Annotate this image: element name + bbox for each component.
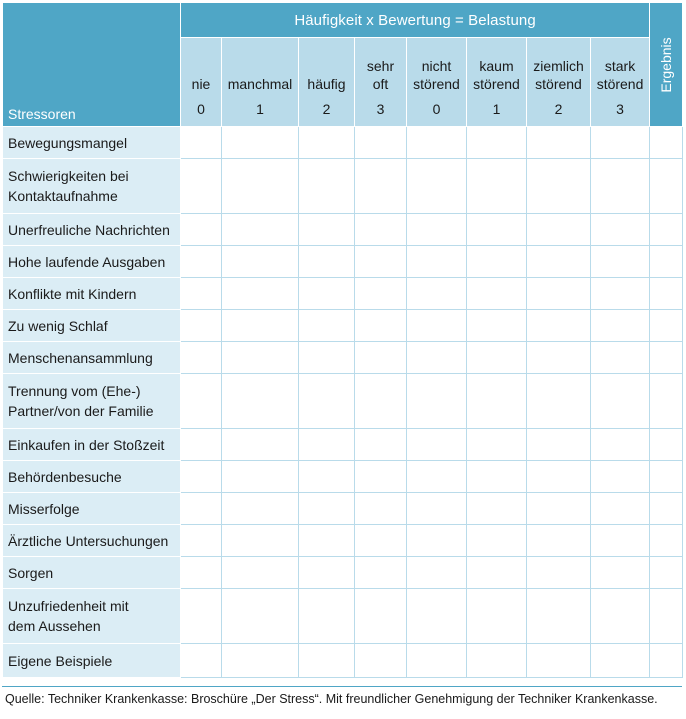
score-cell[interactable] xyxy=(299,310,355,342)
score-cell[interactable] xyxy=(222,493,299,525)
score-cell[interactable] xyxy=(527,342,591,374)
score-cell[interactable] xyxy=(527,127,591,159)
table-title: Häufigkeit x Bewertung = Belastung xyxy=(181,3,650,38)
column-header-line1: sehr xyxy=(366,58,395,74)
stressor-name-line1: Sorgen xyxy=(8,564,54,581)
result-header-label: Ergebnis xyxy=(658,36,675,93)
stressor-name-line1: Unerfreuliche Nachrichten xyxy=(8,221,170,238)
column-header-line2: häufig xyxy=(307,76,346,92)
score-cell[interactable] xyxy=(222,589,299,644)
column-header xyxy=(527,38,591,127)
score-cell[interactable] xyxy=(591,589,650,644)
table-row xyxy=(3,214,683,246)
score-cell[interactable] xyxy=(467,214,527,246)
score-cell[interactable] xyxy=(222,214,299,246)
score-cell[interactable] xyxy=(527,310,591,342)
score-cell[interactable] xyxy=(527,644,591,678)
score-cell[interactable] xyxy=(407,525,467,557)
score-cell[interactable] xyxy=(407,159,467,214)
column-score: 1 xyxy=(256,101,264,117)
table-row xyxy=(3,246,683,278)
score-cell[interactable] xyxy=(527,246,591,278)
score-cell[interactable] xyxy=(355,246,407,278)
stressor-name xyxy=(3,557,181,589)
score-cell[interactable] xyxy=(591,429,650,461)
result-cell[interactable] xyxy=(650,557,683,589)
result-cell[interactable] xyxy=(650,246,683,278)
score-cell[interactable] xyxy=(181,429,222,461)
score-cell[interactable] xyxy=(299,374,355,429)
score-cell[interactable] xyxy=(181,493,222,525)
score-cell[interactable] xyxy=(527,525,591,557)
table-row xyxy=(3,644,683,678)
score-cell[interactable] xyxy=(527,429,591,461)
score-cell[interactable] xyxy=(181,310,222,342)
score-cell[interactable] xyxy=(299,127,355,159)
score-cell[interactable] xyxy=(591,374,650,429)
score-cell[interactable] xyxy=(355,525,407,557)
score-cell[interactable] xyxy=(299,461,355,493)
score-cell[interactable] xyxy=(527,461,591,493)
score-cell[interactable] xyxy=(299,278,355,310)
column-score: 0 xyxy=(432,101,441,117)
score-cell[interactable] xyxy=(591,246,650,278)
score-cell[interactable] xyxy=(181,127,222,159)
score-cell[interactable] xyxy=(467,246,527,278)
score-cell[interactable] xyxy=(181,246,222,278)
score-cell[interactable] xyxy=(407,493,467,525)
table-row xyxy=(3,310,683,342)
score-cell[interactable] xyxy=(467,278,527,310)
result-cell[interactable] xyxy=(650,310,683,342)
score-cell[interactable] xyxy=(181,278,222,310)
column-header-line1: nicht xyxy=(421,58,452,74)
score-cell[interactable] xyxy=(222,374,299,429)
score-cell[interactable] xyxy=(467,493,527,525)
score-cell[interactable] xyxy=(355,429,407,461)
stressor-name-line1: Trennung vom (Ehe-) xyxy=(8,383,141,399)
table-bottom-rule xyxy=(2,686,682,687)
score-cell[interactable] xyxy=(181,159,222,214)
table-row xyxy=(3,429,683,461)
result-cell[interactable] xyxy=(650,493,683,525)
stressor-name-line1: Eigene Beispiele xyxy=(8,652,113,669)
score-cell[interactable] xyxy=(181,342,222,374)
score-cell[interactable] xyxy=(222,342,299,374)
column-header-line2: störend xyxy=(535,76,582,92)
score-cell[interactable] xyxy=(181,589,222,644)
column-header xyxy=(222,38,299,127)
stressor-name xyxy=(3,589,181,644)
score-cell[interactable] xyxy=(299,159,355,214)
column-score: 0 xyxy=(197,101,205,117)
score-cell[interactable] xyxy=(407,429,467,461)
score-cell[interactable] xyxy=(222,525,299,557)
score-cell[interactable] xyxy=(355,342,407,374)
score-cell[interactable] xyxy=(181,214,222,246)
score-cell[interactable] xyxy=(527,159,591,214)
stressor-name-line1: Schwierigkeiten bei xyxy=(8,168,129,184)
score-cell[interactable] xyxy=(407,342,467,374)
stressor-name-line1: Misserfolge xyxy=(8,500,80,517)
score-cell[interactable] xyxy=(591,525,650,557)
result-cell[interactable] xyxy=(650,342,683,374)
score-cell[interactable] xyxy=(467,644,527,678)
result-cell[interactable] xyxy=(650,159,683,214)
score-cell[interactable] xyxy=(467,429,527,461)
result-cell[interactable] xyxy=(650,644,683,678)
score-cell[interactable] xyxy=(181,461,222,493)
result-cell[interactable] xyxy=(650,374,683,429)
score-cell[interactable] xyxy=(407,644,467,678)
score-cell[interactable] xyxy=(467,461,527,493)
result-cell[interactable] xyxy=(650,429,683,461)
score-cell[interactable] xyxy=(407,557,467,589)
score-cell[interactable] xyxy=(407,589,467,644)
score-cell[interactable] xyxy=(299,342,355,374)
stressor-name-line1: Zu wenig Schlaf xyxy=(8,317,108,334)
table-row xyxy=(3,159,683,214)
stressor-name-line1: Hohe laufende Ausgaben xyxy=(8,253,166,270)
stressor-name xyxy=(3,374,181,429)
score-cell[interactable] xyxy=(355,310,407,342)
score-cell[interactable] xyxy=(591,342,650,374)
stressor-name xyxy=(3,214,181,246)
column-header-line2: oft xyxy=(372,76,389,92)
score-cell[interactable] xyxy=(527,374,591,429)
table-row xyxy=(3,493,683,525)
score-cell[interactable] xyxy=(591,214,650,246)
score-cell[interactable] xyxy=(299,493,355,525)
score-cell[interactable] xyxy=(299,214,355,246)
score-cell[interactable] xyxy=(407,214,467,246)
column-header-line2: störend xyxy=(473,76,520,92)
score-cell[interactable] xyxy=(222,278,299,310)
result-cell[interactable] xyxy=(650,278,683,310)
score-cell[interactable] xyxy=(407,278,467,310)
table-row xyxy=(3,461,683,493)
column-header-line2: störend xyxy=(413,76,460,92)
stressor-name xyxy=(3,159,181,214)
stressor-name xyxy=(3,429,181,461)
score-cell[interactable] xyxy=(355,589,407,644)
result-cell[interactable] xyxy=(650,589,683,644)
stress-table xyxy=(2,2,683,678)
score-cell[interactable] xyxy=(467,310,527,342)
score-cell[interactable] xyxy=(222,557,299,589)
stressor-name-line1: Unzufriedenheit mit xyxy=(8,598,129,614)
score-cell[interactable] xyxy=(222,429,299,461)
stressor-name xyxy=(3,342,181,374)
score-cell[interactable] xyxy=(591,278,650,310)
score-cell[interactable] xyxy=(355,461,407,493)
score-cell[interactable] xyxy=(591,644,650,678)
score-cell[interactable] xyxy=(527,557,591,589)
stressor-name-line2: dem Aussehen xyxy=(8,618,101,634)
stressor-name-line1: Ärztliche Untersuchungen xyxy=(8,532,169,549)
stressor-name-line1: Menschenansammlung xyxy=(8,349,153,366)
column-score: 2 xyxy=(322,101,331,117)
score-cell[interactable] xyxy=(407,461,467,493)
score-cell[interactable] xyxy=(591,310,650,342)
stressor-name-line1: Einkaufen in der Stoßzeit xyxy=(8,436,165,453)
score-cell[interactable] xyxy=(355,557,407,589)
score-cell[interactable] xyxy=(407,127,467,159)
result-cell[interactable] xyxy=(650,461,683,493)
score-cell[interactable] xyxy=(222,461,299,493)
score-cell[interactable] xyxy=(407,310,467,342)
score-cell[interactable] xyxy=(407,374,467,429)
column-header-line1: ziemlich xyxy=(533,58,584,74)
stressor-name xyxy=(3,644,181,678)
column-header-line1: stark xyxy=(604,58,636,74)
stressor-name-line1: Bewegungsmangel xyxy=(8,134,128,151)
score-cell[interactable] xyxy=(467,159,527,214)
column-score: 3 xyxy=(616,101,624,117)
score-cell[interactable] xyxy=(591,159,650,214)
result-column-header xyxy=(650,3,683,127)
score-cell[interactable] xyxy=(467,525,527,557)
score-cell[interactable] xyxy=(527,278,591,310)
score-cell[interactable] xyxy=(222,159,299,214)
column-header-line1: kaum xyxy=(479,58,514,74)
column-header xyxy=(181,38,222,127)
stressor-name xyxy=(3,310,181,342)
column-header xyxy=(467,38,527,127)
score-cell[interactable] xyxy=(222,310,299,342)
stressor-name xyxy=(3,525,181,557)
score-cell[interactable] xyxy=(591,557,650,589)
column-header xyxy=(591,38,650,127)
column-header-line2: manchmal xyxy=(227,76,293,92)
score-cell[interactable] xyxy=(299,557,355,589)
score-cell[interactable] xyxy=(355,493,407,525)
score-cell[interactable] xyxy=(355,374,407,429)
score-cell[interactable] xyxy=(181,644,222,678)
table-row xyxy=(3,374,683,429)
score-cell[interactable] xyxy=(467,589,527,644)
stressor-name-line1: Konflikte mit Kindern xyxy=(8,285,137,302)
score-cell[interactable] xyxy=(527,214,591,246)
table-row xyxy=(3,342,683,374)
score-cell[interactable] xyxy=(407,246,467,278)
score-cell[interactable] xyxy=(222,127,299,159)
score-cell[interactable] xyxy=(222,246,299,278)
stressor-column-header: Stressoren xyxy=(3,3,181,127)
score-cell[interactable] xyxy=(222,644,299,678)
stressor-name-line2: Kontaktaufnahme xyxy=(8,188,118,204)
score-cell[interactable] xyxy=(355,644,407,678)
result-cell[interactable] xyxy=(650,214,683,246)
column-header xyxy=(407,38,467,127)
column-score: 1 xyxy=(492,101,501,117)
column-score: 3 xyxy=(376,101,385,117)
stressor-name xyxy=(3,278,181,310)
table-row xyxy=(3,589,683,644)
score-cell[interactable] xyxy=(355,159,407,214)
table-row xyxy=(3,525,683,557)
stressor-name-line2: Partner/von der Familie xyxy=(8,403,154,419)
column-header xyxy=(355,38,407,127)
stressor-name xyxy=(3,246,181,278)
stressor-name xyxy=(3,461,181,493)
score-cell[interactable] xyxy=(299,589,355,644)
column-header-line2: nie xyxy=(191,76,211,92)
score-cell[interactable] xyxy=(467,342,527,374)
score-cell[interactable] xyxy=(299,246,355,278)
column-header xyxy=(299,38,355,127)
score-cell[interactable] xyxy=(355,214,407,246)
table-row xyxy=(3,557,683,589)
column-score: 2 xyxy=(554,101,563,117)
score-cell[interactable] xyxy=(467,374,527,429)
column-header-line2: störend xyxy=(596,76,644,92)
score-cell[interactable] xyxy=(355,127,407,159)
score-cell[interactable] xyxy=(527,589,591,644)
score-cell[interactable] xyxy=(299,644,355,678)
score-cell[interactable] xyxy=(467,557,527,589)
result-cell[interactable] xyxy=(650,525,683,557)
table-row xyxy=(3,278,683,310)
table-row xyxy=(3,127,683,159)
score-cell[interactable] xyxy=(181,557,222,589)
score-cell[interactable] xyxy=(591,461,650,493)
result-cell[interactable] xyxy=(650,127,683,159)
score-cell[interactable] xyxy=(591,493,650,525)
score-cell[interactable] xyxy=(181,374,222,429)
stressor-name xyxy=(3,127,181,159)
stressor-name-line1: Behördenbesuche xyxy=(8,468,122,485)
score-cell[interactable] xyxy=(527,493,591,525)
score-cell[interactable] xyxy=(181,525,222,557)
score-cell[interactable] xyxy=(355,278,407,310)
stressor-name xyxy=(3,493,181,525)
source-note: Quelle: Techniker Krankenkasse: Broschüre „Der Stress“. Mit freundlicher Genehmigung der Techniker Krankenkasse. xyxy=(5,692,658,706)
score-cell[interactable] xyxy=(299,525,355,557)
score-cell[interactable] xyxy=(299,429,355,461)
score-cell[interactable] xyxy=(467,127,527,159)
score-cell[interactable] xyxy=(591,127,650,159)
